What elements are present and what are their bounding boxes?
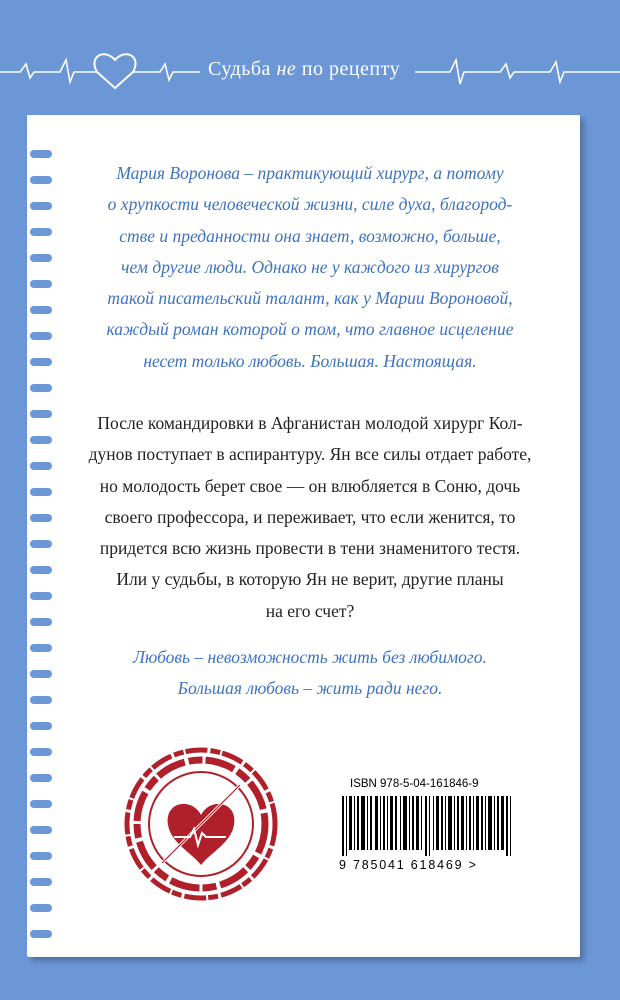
ring — [30, 488, 52, 496]
ring — [30, 514, 52, 522]
book-description — [60, 408, 560, 627]
ring — [30, 462, 52, 470]
ring — [30, 254, 52, 262]
blurb-line: несет только любовь. Большая. Настоящая. — [143, 350, 477, 371]
ring — [30, 410, 52, 418]
isbn-label: ISBN 978-5-04-161846-9 — [350, 778, 479, 790]
ring — [30, 384, 52, 392]
blurb-line: о хрупкости человеческой жизни, силе духа, благород- — [107, 194, 513, 215]
ring — [30, 150, 52, 158]
ring — [30, 696, 52, 704]
ring — [30, 670, 52, 678]
quote-line: Любовь – невозможность жить без любимого. — [133, 647, 487, 667]
ring — [30, 306, 52, 314]
ring — [30, 540, 52, 548]
description-line: своего профессора, и переживает, что если женится, то — [104, 506, 516, 527]
notebook-rings — [30, 140, 60, 960]
ring — [30, 644, 52, 652]
ring — [30, 722, 52, 730]
heart-stamp-icon — [122, 745, 280, 903]
ring — [30, 904, 52, 912]
description-line: После командировки в Афганистан молодой хирург Кол- — [97, 413, 523, 433]
description-line: Или у судьбы, в которую Ян не верит, другие планы — [116, 569, 504, 590]
ring — [30, 436, 52, 444]
ring — [30, 228, 52, 236]
author-blurb — [70, 158, 550, 377]
description-line: придется всю жизнь провести в тени знаменитого тестя. — [99, 538, 521, 559]
blurb-line: чем другие люди. Однако не у каждого из хирургов — [121, 256, 499, 277]
ring — [30, 618, 52, 626]
barcode-digits: 9 785041 618469 > — [339, 858, 478, 872]
description-line: дунов поступает в аспирантуру. Ян все силы отдает работе, — [88, 444, 532, 465]
series-title — [208, 58, 408, 82]
blurb-line: каждый роман которой о том, что главное исцеление — [106, 319, 514, 340]
ring — [30, 800, 52, 808]
love-quote — [70, 642, 550, 705]
ring — [30, 280, 52, 288]
ring — [30, 358, 52, 366]
description-line: на его счет? — [265, 600, 355, 621]
ring — [30, 930, 52, 938]
blurb-line: такой писательский талант, как у Марии Вороновой, — [107, 288, 513, 309]
blurb-line: Мария Воронова – практикующий хирург, а потому — [116, 163, 504, 183]
barcode-icon — [340, 796, 515, 856]
ring — [30, 826, 52, 834]
ring — [30, 878, 52, 886]
ring — [30, 332, 52, 340]
description-line: но молодость берет свое — он влюбляется в Соню, дочь — [99, 475, 521, 496]
ring — [30, 566, 52, 574]
ring — [30, 592, 52, 600]
ring — [30, 202, 52, 210]
ring — [30, 176, 52, 184]
ring — [30, 748, 52, 756]
ring — [30, 774, 52, 782]
quote-line: Большая любовь – жить ради него. — [177, 678, 443, 699]
series-title-part2: не — [276, 58, 297, 80]
series-title-part1: Судьба — [208, 58, 271, 80]
ring — [30, 852, 52, 860]
series-title-part3: по рецепту — [301, 58, 401, 80]
blurb-line: стве и преданности она знает, возможно, больше, — [119, 225, 501, 246]
